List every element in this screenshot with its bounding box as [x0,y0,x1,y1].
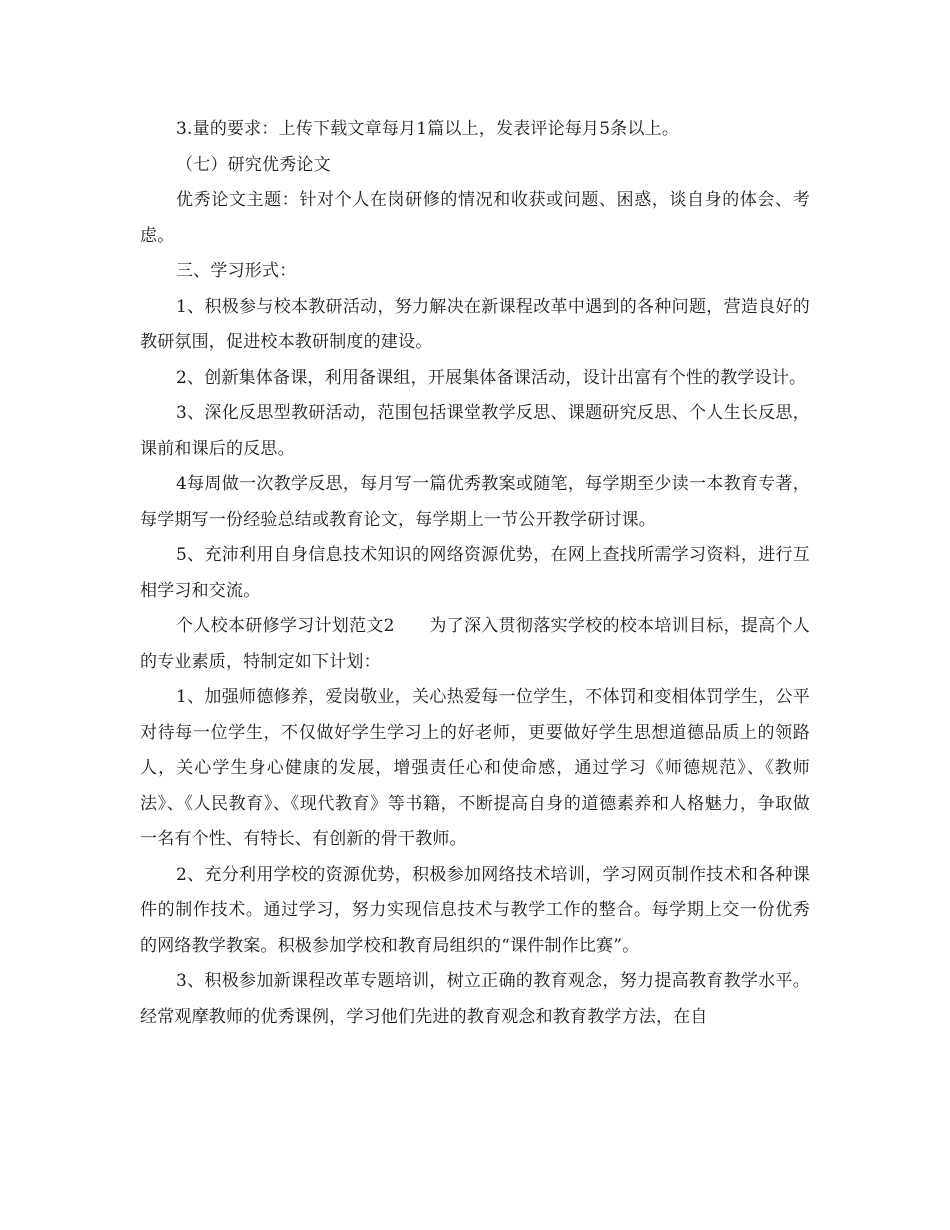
paragraph-section-seven-heading: （七）研究优秀论文 [176,154,331,175]
paragraph-plan-item-2: 2、充分利用学校的资源优势，积极参加网络技术培训，学习网页制作技术和各种课件的制作技术。通过学习，努力实现信息技术与教学工作的整合。每学期上交一份优秀的网络教学教案。积极参加学校和教育局组织的“课件制作比赛”。 [140,864,810,956]
paragraph-section-three-heading: 三、学习形式： [176,261,297,281]
paragraph-item-3: 3、深化反思型教研活动，范围包括课堂教学反思、课题研究反思、个人生长反思，课前和课后的反思。 [140,403,810,459]
paragraph-plan-item-3: 3、积极参加新课程改革专题培训，树立正确的教育观念，努力提高教育教学水平。经常观摩教师的优秀课例，学习他们先进的教育观念和教育教学方法，在自 [140,971,810,1027]
paragraph-item-5: 5、充沛利用自身信息技术知识的网络资源优势，在网上查找所需学习资料，进行互相学习和交流。 [140,545,810,601]
paragraph-item-1: 1、积极参与校本教研活动，努力解决在新课程改革中遇到的各种问题，营造良好的教研氛围，促进校本教研制度的建设。 [140,296,810,352]
paragraph-quantity-requirement: 3.量的要求：上传下载文章每月1篇以上，发表评论每月5条以上。 [176,119,680,139]
document-body [140,112,810,1035]
paragraph-sample-2-intro: 个人校本研修学习计划范文2 为了深入贯彻落实学校的校本培训目标，提高个人的专业素质，特制定如下计划： [140,616,810,672]
paragraph-item-4: 4每周做一次教学反思，每月写一篇优秀教案或随笔，每学期至少读一本教育专著，每学期写一份经验总结或教育论文，每学期上一节公开教学研讨课。 [140,474,810,530]
paragraph-thesis-topic: 优秀论文主题：针对个人在岗研修的情况和收获或问题、困惑，谈自身的体会、考虑。 [140,190,810,246]
paragraph-item-2: 2、创新集体备课，利用备课组，开展集体备课活动，设计出富有个性的教学设计。 [176,367,807,388]
paragraph-plan-item-1: 1、加强师德修养，爱岗敬业，关心热爱每一位学生，不体罚和变相体罚学生，公平对待每一位学生，不仅做好学生学习上的好老师，更要做好学生思想道德品质上的领路人，关心学生身心健康的发展，增强责任心和使命感，通过学习《师德规范》、《教师法》、《人民教育》、《现代教育》等书籍，不断提高自身的道德素养和人格魅力，争取做一名有个性、有特长、有创新的骨干教师。 [140,687,810,849]
